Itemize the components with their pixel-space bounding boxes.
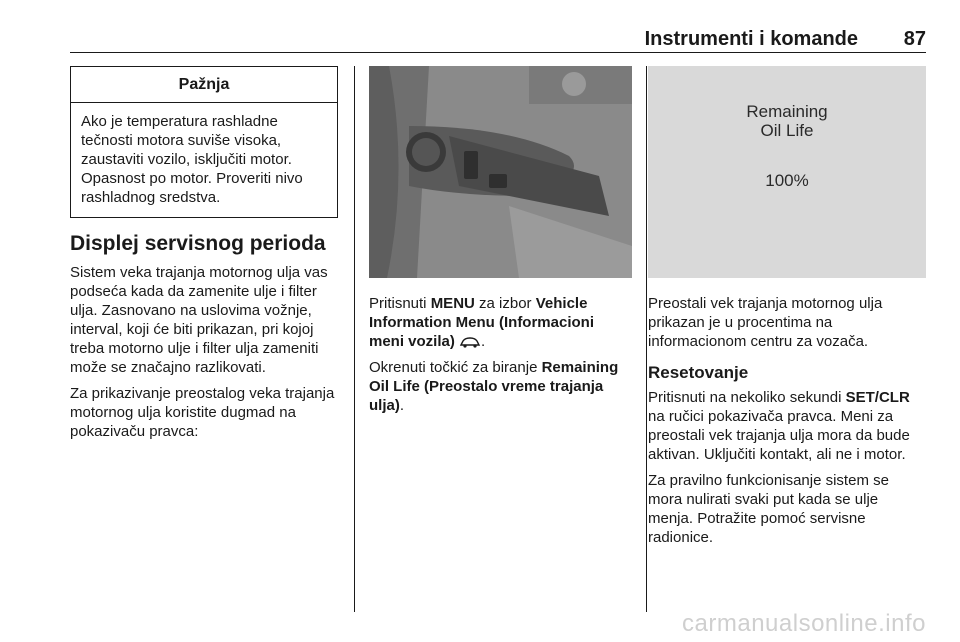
text-run: na ručici pokazivača pravca. Meni za preostali vek trajanja ulja mora da bude aktivan. Uključiti kontakt, ali ne i motor.	[648, 408, 910, 463]
warning-title: Pažnja	[71, 67, 337, 103]
text-run: Okrenuti točkić za biranje	[369, 359, 542, 376]
warning-text: Ako je temperatura rashladne tečnosti motora suviše visoka, zaustaviti vozilo, isključiti motor. Opasnost po motor. Proveriti nivo rashladnog sredstva.	[81, 113, 303, 206]
page-number: 87	[903, 28, 926, 50]
vehicle-info-menu-keyword: Vehicle Information Menu (Informacioni meni vozila)	[369, 295, 594, 350]
right-paragraph-2	[648, 388, 926, 464]
right-paragraph-3: Za pravilno funkcionisanje sistem se mora nulirati svaki put kada se ulje menja. Potražite pomoć servisne radionice.	[648, 472, 889, 546]
section-paragraph-1: Sistem veka trajanja motornog ulja vas podseća kada da zamenite ulje i filter ulja. Zasnovano na uslovima vožnje, interval, koji će biti prikazan, pri kojoj treba motorno ulje i filter ulja zameniti može se značajno razlikovati.	[70, 264, 328, 376]
middle-paragraph-2	[369, 358, 632, 415]
display-line-1: Remaining	[746, 102, 828, 121]
header-title: Instrumenti i komande	[644, 28, 858, 50]
stalk-illustration	[369, 66, 632, 278]
column-left	[70, 66, 340, 448]
column-divider-1	[354, 66, 355, 612]
car-icon	[459, 335, 481, 349]
display-value: 100%	[765, 171, 809, 190]
remaining-oil-life-keyword: Remaining Oil Life (Preostalo vreme trajanja ulja)	[369, 359, 619, 414]
turn-signal-stalk-photo	[369, 66, 632, 278]
column-middle	[369, 66, 632, 422]
text-run: .	[399, 397, 405, 414]
text-run: za izbor	[474, 295, 536, 312]
section-title: Displej servisnog perioda	[70, 232, 326, 255]
text-run: Pritisnuti	[369, 295, 431, 312]
middle-paragraph-1	[369, 294, 632, 351]
column-divider-2	[646, 66, 647, 612]
watermark: carmanualsonline.info	[682, 610, 926, 637]
reset-subtitle: Resetovanje	[648, 363, 749, 382]
section-paragraph-2: Za prikazivanje preostalog veka trajanja motornog ulja koristite dugmad na pokazivaču pravca:	[70, 385, 335, 440]
column-right	[648, 66, 926, 554]
right-paragraph-1: Preostali vek trajanja motornog ulja prikazan je u procentima na informacionom centru za vozača.	[648, 295, 883, 350]
text-run: .	[481, 333, 486, 350]
page-header	[70, 26, 926, 53]
warning-box	[70, 66, 338, 218]
display-line-2: Oil Life	[760, 121, 814, 140]
menu-keyword: MENU	[430, 295, 475, 312]
set-clr-keyword: SET/CLR	[845, 389, 910, 406]
oil-life-display	[648, 66, 926, 278]
text-run: Pritisnuti na nekoliko sekundi	[648, 389, 846, 406]
